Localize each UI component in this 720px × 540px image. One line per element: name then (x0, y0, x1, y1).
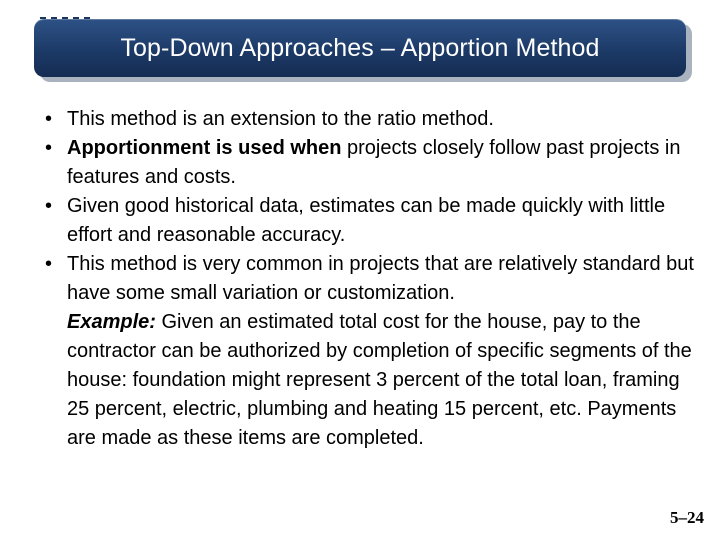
page-number: 5–24 (670, 508, 704, 527)
bullet-text: projects closely follow past projects in features and costs. (67, 137, 681, 188)
bullet-dot: • (45, 195, 53, 217)
example-label: Example: (67, 311, 156, 333)
slide-body (0, 105, 720, 453)
bullet-bold-text: Apportionment is used when (67, 137, 342, 159)
title-bar (34, 19, 686, 77)
bullet-dot: • (45, 108, 53, 130)
bullet-dot: • (45, 253, 53, 275)
example-paragraph (0, 308, 720, 453)
slide-title: Top-Down Approaches – Apportion Method (120, 33, 600, 62)
bullet-item (0, 250, 720, 308)
bullet-dot: • (45, 137, 53, 159)
example-text: Given an estimated total cost for the house, pay to the contractor can be authorized by completion of specific segments of the house: foundation might represent 3 percent of the total loan, framing 25 percent, electric, plumbing and heating 15 percent, etc. Payments are made as these items are completed. (67, 311, 692, 449)
bullet-text: This method is very common in projects that are relatively standard but have some small variation or customization. (67, 253, 694, 304)
bullet-text: Given good historical data, estimates can be made quickly with little effort and reasonable accuracy. (67, 195, 666, 246)
bullet-item (0, 192, 720, 250)
bullet-text: This method is an extension to the ratio method. (67, 108, 494, 130)
bullet-item (0, 134, 720, 192)
bullet-item (0, 105, 720, 134)
